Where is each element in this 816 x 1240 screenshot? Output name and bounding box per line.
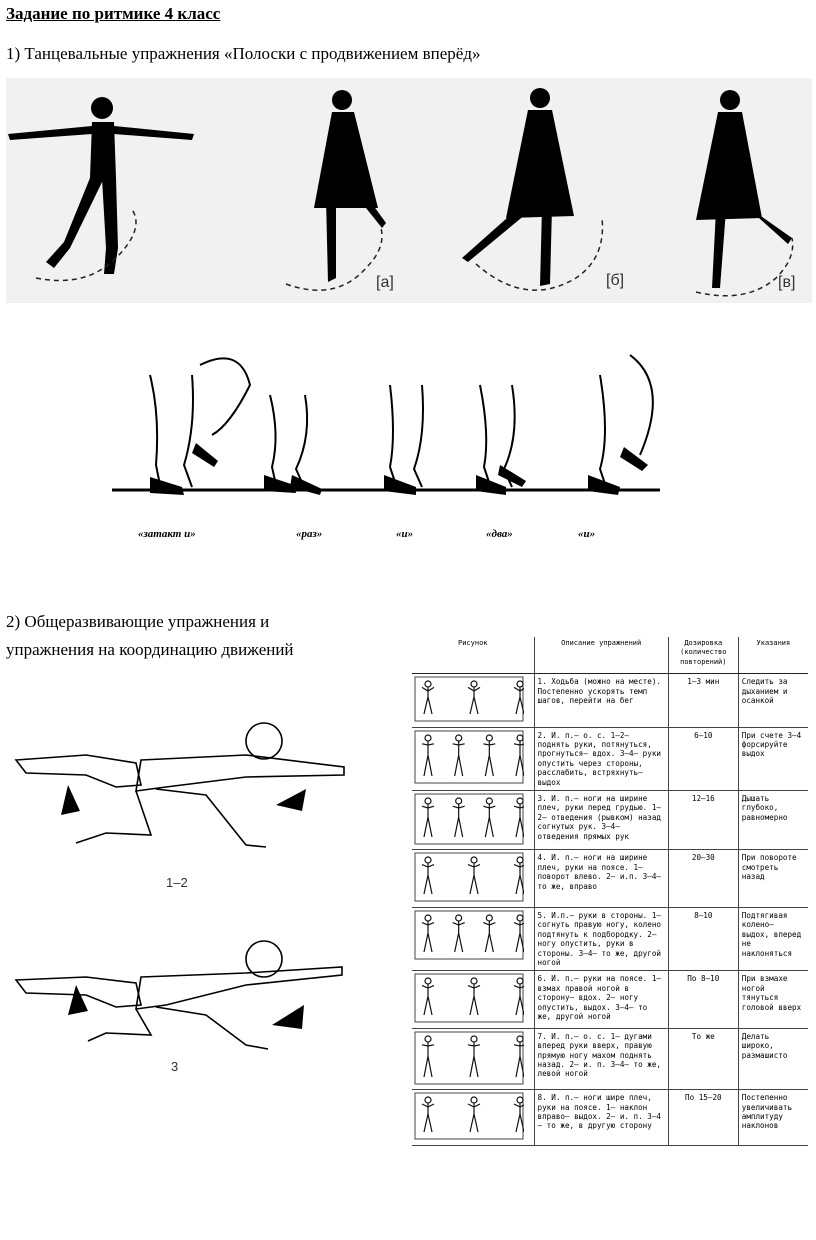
exercise-description: 1. Ходьба (можно на месте). Постепенно ускорять темп шагов, перейти на бег [534,674,668,727]
section1-heading: 1) Танцевальные упражнения «Полоски с продвижением вперёд» [6,44,481,63]
column-header-picture: Рисунок [412,637,534,674]
pictogram-figures [414,910,524,960]
figure-dancers [6,78,812,303]
figure-label-a: [а] [376,274,394,291]
table-row [412,1028,808,1089]
column-header-description: Описание упражнений [534,637,668,674]
exercise-note: При повороте смотреть назад [738,850,808,907]
exercise-dosage: 12—16 [668,791,738,850]
section2-heading-line1: 2) Общеразвивающие упражнения и [6,612,270,631]
beat-label-5: «и» [578,528,596,540]
beat-label-3: «и» [396,528,414,540]
page-title: Задание по ритмике 4 класс [6,4,221,23]
column-header-dosage: Дозировка (количество повторений) [668,637,738,674]
table-row [412,674,808,727]
exercise-description: 4. И. п.— ноги на ширине плеч, руки на поясе. 1— поворот влево. 2— и.п. 3—4— то же, вправо [534,850,668,907]
exercise-pictogram [412,1028,534,1089]
table-row [412,727,808,790]
beat-label-1: «затакт и» [138,528,196,540]
exercise-description: 2. И. п.— о. с. 1—2— поднять руки, потянуться, прогнуться— вдох. 3—4— руки опустить через стороны, расслабить, встряхнуть— выдох [534,727,668,790]
pictogram-figures [414,793,524,845]
exercise-note: Делать широко, размашисто [738,1028,808,1089]
column-header-notes: Указания [738,637,808,674]
exercise-note: Следить за дыханием и осанкой [738,674,808,727]
pictogram-figures [414,1031,524,1085]
pictogram-figures [414,676,524,722]
steps-illustration [100,335,700,525]
dancers-illustration [6,78,812,303]
table-row [412,791,808,850]
exercise-note: При взмахе ногой тянуться головой вверх [738,971,808,1028]
exercise-description: 5. И.п.— руки в стороны. 1— согнуть правую ногу, колено подтянуть к подбородку. 2— ногу опустить, руки в стороны. 3—4— то же, другой ногой [534,907,668,970]
exercise-description: 3. И. п.— ноги на ширине плеч, руки перед грудью. 1—2— отведения (рывком) назад согнутых рук. 3—4— отведения прямых рук [534,791,668,850]
exercise-table [412,637,808,1146]
exercise-pictogram [412,971,534,1028]
beat-label-4: «два» [486,528,513,540]
pictogram-figures [414,973,524,1023]
exercise-dosage: 6—10 [668,727,738,790]
exercise-dosage: 20—30 [668,850,738,907]
pictogram-figures [414,852,524,902]
exercise-description: 8. И. п.— ноги шире плеч, руки на поясе. 1— наклон вправо— выдох. 2— и. п. 3—4— то же, в другую сторону [534,1090,668,1145]
exercise-description: 7. И. п.— о. с. 1— дугами вперед руки вверх, правую прямую ногу махом поднять назад. 2— и. п. 3—4— то же, левой ногой [534,1028,668,1089]
beat-label-2: «раз» [296,528,323,540]
pictogram-figures [414,1092,524,1140]
exercise-dosage: По 8—10 [668,971,738,1028]
exercise-note: Подтягивая колено— выдох, вперед не наклоняться [738,907,808,970]
exercise-pictogram [412,791,534,850]
table-row [412,971,808,1028]
table-row [412,1090,808,1145]
kneeling-illustration [6,715,356,1085]
exercise-pictogram [412,674,534,727]
exercise-dosage: 1—3 мин [668,674,738,727]
figure-number-3: 3 [171,1059,179,1074]
exercise-dosage: То же [668,1028,738,1089]
section2-heading-line2: упражнения на координацию движений [6,640,294,659]
exercise-dosage: По 15—20 [668,1090,738,1145]
figure-kneeling [6,715,356,1085]
figure-number-1-2: 1–2 [166,875,188,890]
exercise-description: 6. И. п.— руки на поясе. 1— взмах правой ногой в сторону— вдох. 2— ногу опустить, выдох. 3—4— то же, другой ногой [534,971,668,1028]
exercise-note: Постепенно увеличивать амплитуду наклонов [738,1090,808,1145]
exercise-pictogram [412,727,534,790]
figure-label-b: [б] [606,272,625,289]
figure-steps [100,335,700,525]
table-header-row [412,637,808,674]
table-row [412,907,808,970]
pictogram-figures [414,730,524,784]
figure-label-c: [в] [778,274,796,291]
table-row [412,850,808,907]
exercise-pictogram [412,1090,534,1145]
exercise-pictogram [412,850,534,907]
exercise-note: Дышать глубоко, равномерно [738,791,808,850]
exercise-note: При счете 3—4 форсируйте выдох [738,727,808,790]
exercise-pictogram [412,907,534,970]
exercise-dosage: 8—10 [668,907,738,970]
